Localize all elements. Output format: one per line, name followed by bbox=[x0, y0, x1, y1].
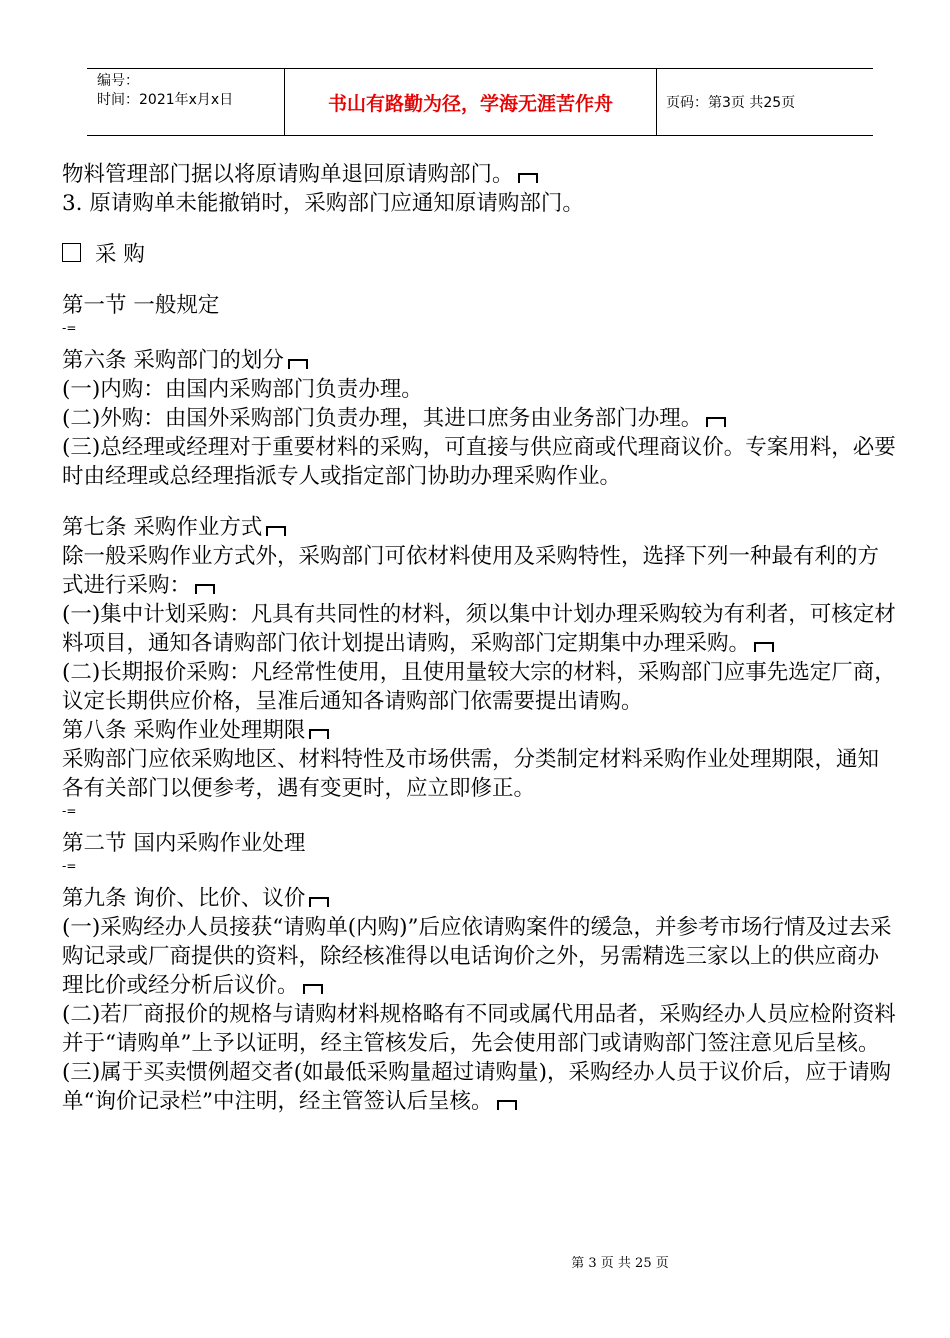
chapter-heading: 采 购 bbox=[62, 240, 900, 269]
article-title: 第八条 采购作业处理期限 bbox=[62, 716, 900, 745]
article-title: 第七条 采购作业方式 bbox=[62, 513, 900, 542]
document-body bbox=[62, 160, 900, 1116]
page-header bbox=[87, 68, 873, 136]
paragraph: (一)集中计划采购：凡具有共同性的材料，须以集中计划办理采购较为有利者，可核定材料项目，通知各请购部门依计划提出请购，采购部门定期集中办理采购。 bbox=[62, 602, 896, 656]
document-time-label: 时间：2021年x月x日 bbox=[97, 92, 234, 108]
page-footer: 第 3 页 共 25 页 bbox=[571, 1256, 669, 1271]
paragraph-mark-icon bbox=[288, 359, 308, 369]
section-mark: -= bbox=[62, 859, 77, 873]
section-heading: 第一节 一般规定 bbox=[62, 293, 220, 318]
article-title: 第六条 采购部门的划分 bbox=[62, 346, 900, 375]
paragraph-mark-icon bbox=[309, 729, 329, 739]
paragraph: 采购部门应依采购地区、材料特性及市场供需，分类制定材料采购作业处理期限，通知各有关部门以便参考，遇有变更时，应立即修正。 bbox=[62, 747, 880, 801]
header-page-label: 页码：第3页 共25页 bbox=[666, 95, 796, 111]
paragraph-mark-icon bbox=[309, 897, 329, 907]
paragraph-mark-icon bbox=[195, 584, 215, 594]
paragraph-mark-icon bbox=[266, 526, 286, 536]
document-number-label: 编号： bbox=[97, 73, 139, 89]
article-title: 第九条 询价、比价、议价 bbox=[62, 884, 900, 913]
paragraph-mark-icon bbox=[303, 984, 323, 994]
paragraph-mark-icon bbox=[518, 173, 538, 183]
section-mark: -= bbox=[62, 804, 77, 818]
paragraph: (二)若厂商报价的规格与请购材料规格略有不同或属代用品者，采购经办人员应检附资料并于“请购单”上予以证明，经主管核发后，先会使用部门或请购部门签注意见后呈核。 bbox=[62, 1002, 896, 1056]
section-heading: 第二节 国内采购作业处理 bbox=[62, 831, 306, 856]
paragraph: (二)外购：由国外采购部门负责办理，其进口庶务由业务部门办理。 bbox=[62, 404, 900, 433]
paragraph: (三)总经理或经理对于重要材料的采购，可直接与供应商或代理商议价。专案用料，必要时由经理或总经理指派专人或指定部门协助办理采购作业。 bbox=[62, 435, 896, 489]
paragraph: 物料管理部门据以将原请购单退回原请购部门。 bbox=[62, 160, 900, 189]
header-meta bbox=[87, 69, 285, 135]
paragraph-mark-icon bbox=[497, 1100, 517, 1110]
paragraph: 除一般采购作业方式外，采购部门可依材料使用及采购特性，选择下列一种最有利的方式进行采购： bbox=[62, 544, 880, 598]
paragraph: 3. 原请购单未能撤销时，采购部门应通知原请购部门。 bbox=[62, 191, 584, 216]
paragraph: (二)长期报价采购：凡经常性使用，且使用量较大宗的材料，采购部门应事先选定厂商，议定长期供应价格，呈准后通知各请购部门依需要提出请购。 bbox=[62, 660, 896, 714]
paragraph-mark-icon bbox=[754, 642, 774, 652]
paragraph: (三)属于买卖惯例超交者(如最低采购量超过请购量)，采购经办人员于议价后，应于请购单“询价记录栏”中注明，经主管签认后呈核。 bbox=[62, 1060, 892, 1114]
header-motto: 书山有路勤为径，学海无涯苦作舟 bbox=[285, 69, 657, 135]
section-mark: -= bbox=[62, 321, 77, 335]
paragraph: (一)采购经办人员接获“请购单(内购)”后应依请购案件的缓急，并参考市场行情及过去采购记录或厂商提供的资料，除经核准得以电话询价之外，另需精选三家以上的供应商办理比价或经分析后议价。 bbox=[62, 915, 892, 998]
paragraph: (一)内购：由国内采购部门负责办理。 bbox=[62, 377, 423, 402]
checkbox-square-icon bbox=[62, 243, 81, 262]
paragraph-mark-icon bbox=[706, 417, 726, 427]
